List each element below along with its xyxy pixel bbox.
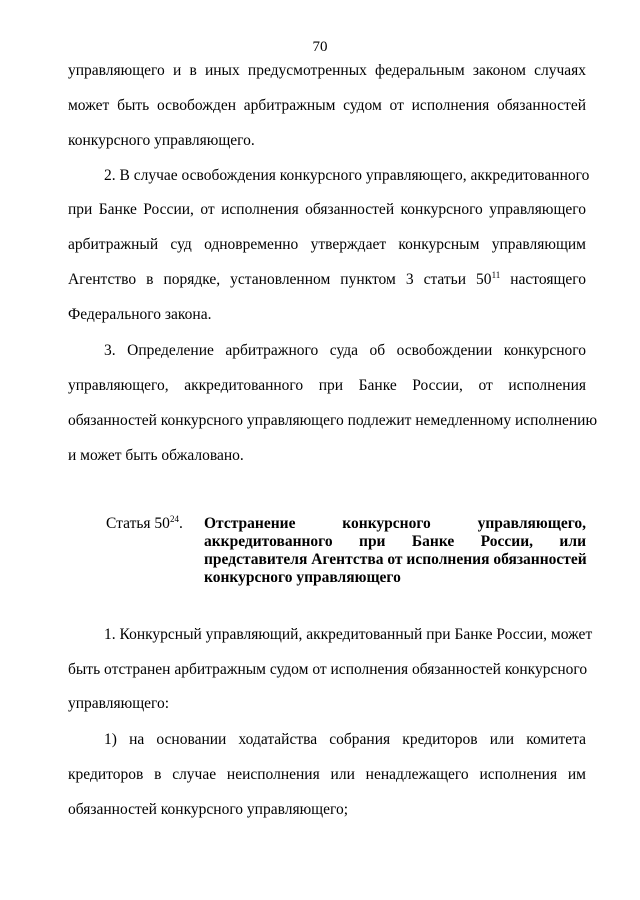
text-line: быть отстранен арбитражным судом от исполнения обязанностей конкурсного: [68, 661, 588, 678]
text-line: при Банке России, от исполнения обязанностей конкурсного управляющего: [68, 201, 586, 218]
article-title-line: представителя Агентства от исполнения обязанностей: [204, 551, 587, 568]
text-line: управляющего:: [68, 695, 170, 712]
article-title-line: аккредитованного при Банке России, или: [204, 533, 586, 550]
text-line: обязанностей конкурсного управляющего подлежит немедленному исполнению: [68, 412, 598, 429]
text-line: и может быть обжаловано.: [68, 447, 244, 464]
text-fragment: настоящего: [500, 271, 586, 288]
article-label-prefix: Статья 50: [106, 515, 170, 532]
article-label-superscript: 24: [169, 514, 179, 524]
text-line: арбитражный суд одновременно утверждает конкурсным управляющим: [68, 236, 586, 253]
article-title-line: конкурсного управляющего: [204, 569, 401, 586]
text-line: может быть освобожден арбитражным судом от исполнения обязанностей: [68, 97, 586, 114]
text-line: 1) на основании ходатайства собрания кредиторов или комитета: [104, 731, 586, 748]
article-label-suffix: .: [178, 515, 183, 532]
article-label: [106, 514, 183, 534]
text-line: [68, 270, 586, 290]
article-title-line: Отстранение конкурсного управляющего,: [204, 515, 586, 532]
text-line: 3. Определение арбитражного суда об освобождении конкурсного: [104, 342, 586, 359]
text-fragment: Агентство в порядке, установленном пунктом 3 статьи 50: [68, 271, 492, 288]
text-line: 1. Конкурсный управляющий, аккредитованный при Банке России, может: [104, 626, 593, 643]
text-line: обязанностей конкурсного управляющего;: [68, 801, 349, 818]
superscript: 11: [491, 270, 501, 280]
text-line: Федерального закона.: [68, 306, 212, 323]
page-number: 70: [312, 39, 328, 55]
text-line: конкурсного управляющего.: [68, 132, 255, 149]
text-line: управляющего, аккредитованного при Банке России, от исполнения: [68, 377, 586, 394]
text-line: 2. В случае освобождения конкурсного управляющего, аккредитованного: [104, 167, 590, 184]
text-line: кредиторов в случае неисполнения или ненадлежащего исполнения им: [68, 766, 586, 783]
text-line: управляющего и в иных предусмотренных федеральным законом случаях: [68, 62, 586, 79]
